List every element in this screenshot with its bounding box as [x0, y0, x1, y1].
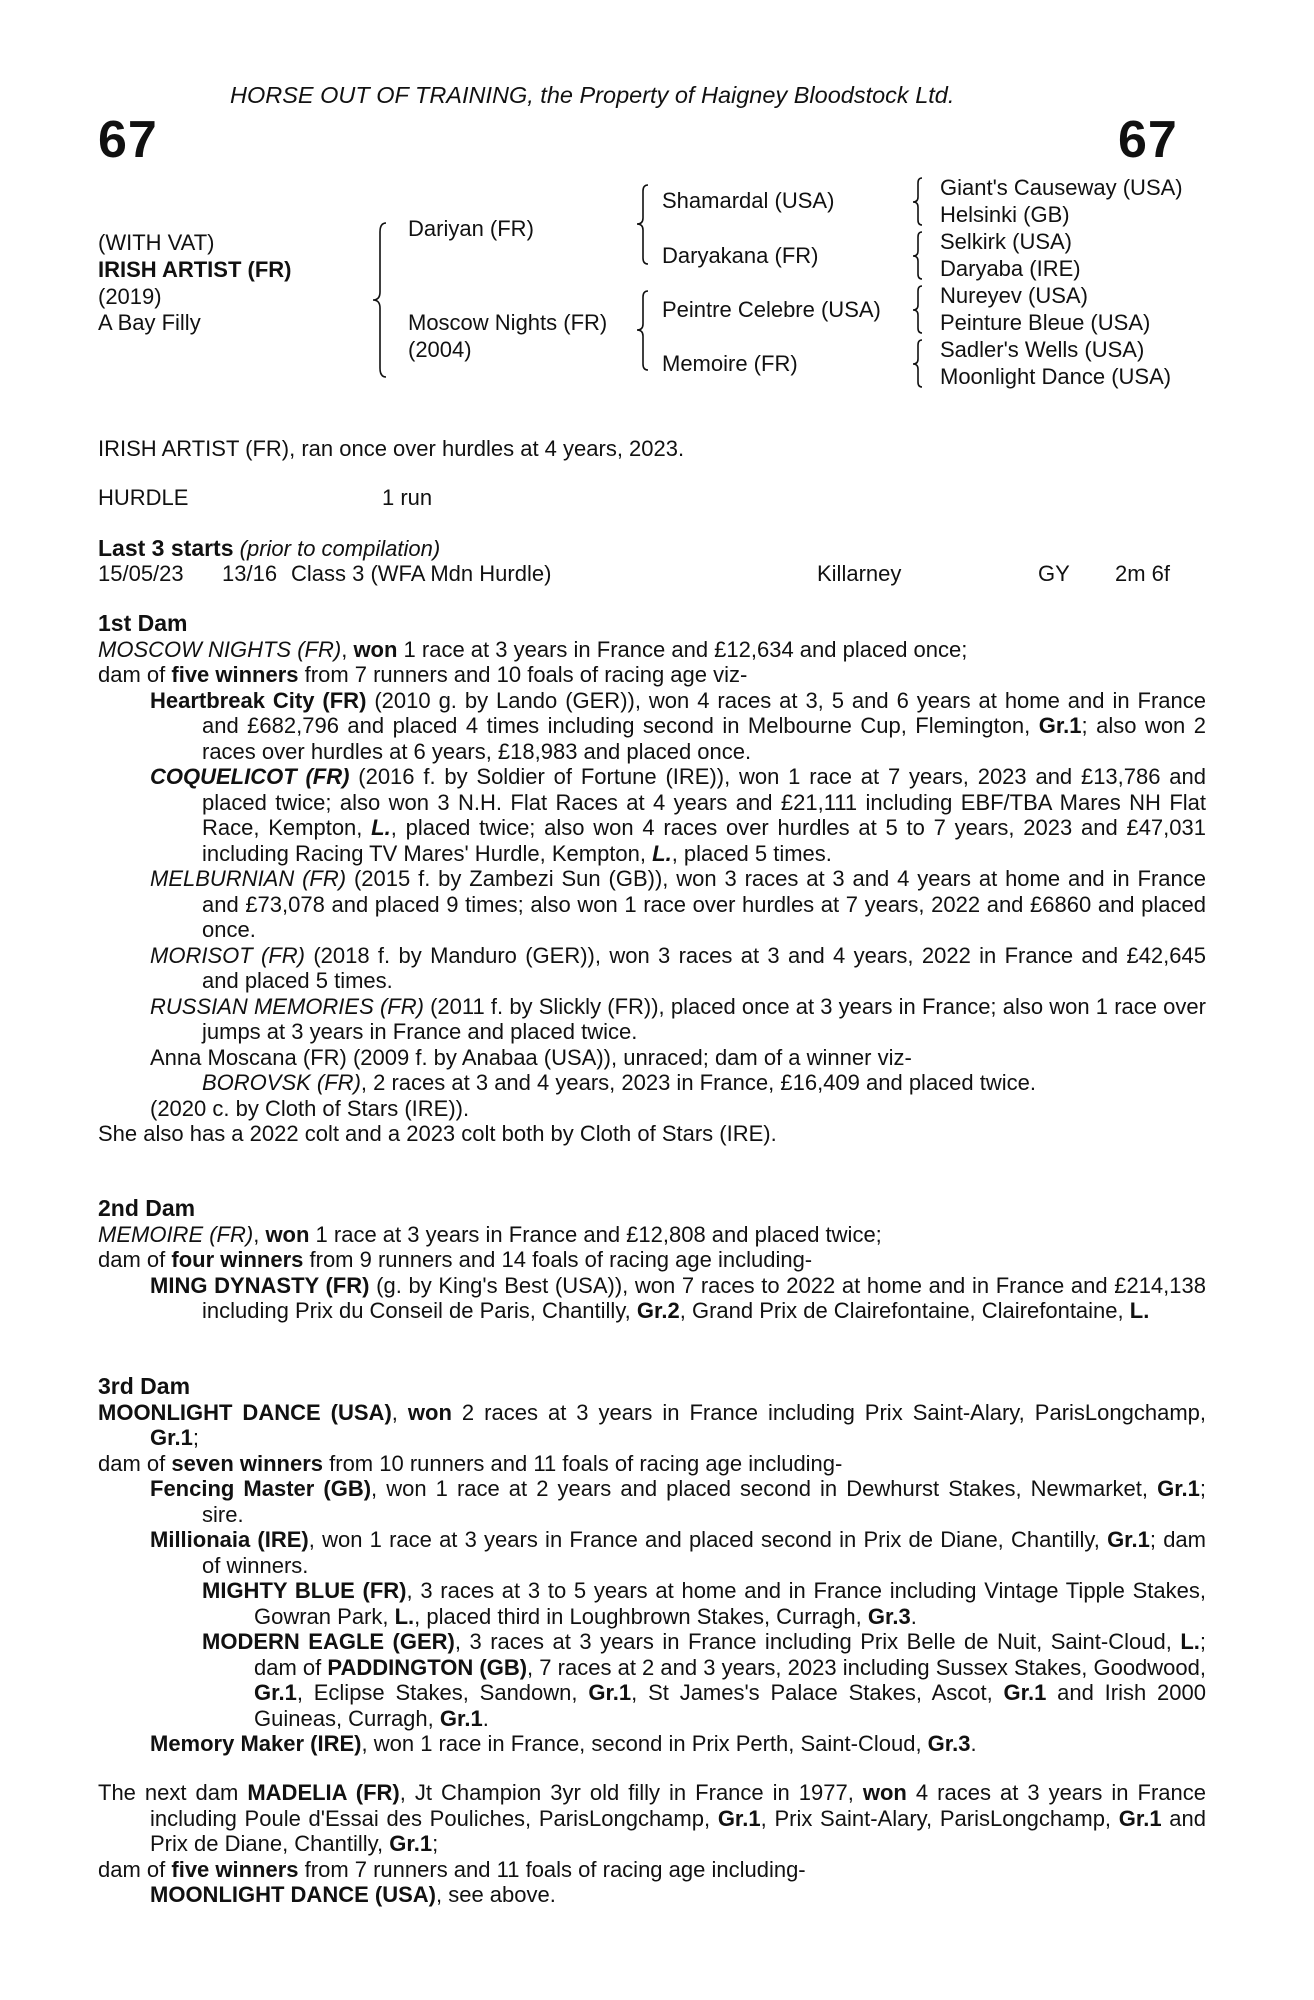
text-span: (2016 f. by Soldier of Fortune (IRE)), won 1 race at 7 years, 2023 and £13,786 and placed twice; also won 3 N.H. Flat Races at 4 years and £21,111 including EBF/TBA Mares NH Flat Race, Kempton,	[202, 764, 1206, 840]
text-span: The next dam	[98, 1780, 248, 1805]
grade-label: Gr.1	[254, 1680, 297, 1705]
text-span: dam of	[98, 1856, 172, 1882]
dam-name-ref: MEMOIRE (FR)	[98, 1221, 254, 1247]
grade-label: Gr.1	[717, 1805, 761, 1831]
grade-label: Gr.1	[588, 1680, 632, 1705]
grade-label: Gr.1	[1003, 1680, 1047, 1705]
text-span: ; also won 2 races over hurdles at 6 years, £18,983 and placed once.	[202, 713, 1206, 764]
text-span: , 3 races at 3 to 5 years at home and in France including Vintage Tipple Stakes, Gowran Park,	[254, 1578, 1207, 1629]
dam-name: Moscow Nights (FR)	[408, 310, 608, 335]
dam-name-ref: MOSCOW NIGHTS (FR)	[98, 636, 342, 662]
text-span: (g. by King's Best (USA)), won 7 races to 2022 at home and in France and £214,138 including Prix du Conseil de Paris, Chantilly,	[202, 1272, 1206, 1323]
text-span: , see above.	[435, 1882, 556, 1907]
dam-name-ref: MADELIA (FR)	[247, 1780, 400, 1805]
produce-entry	[150, 1476, 1206, 1527]
text-span: , 7 races at 2 and 3 years, 2023 including Sussex Stakes, Goodwood,	[527, 1654, 1206, 1680]
race-summary: IRISH ARTIST (FR), ran once over hurdles at 4 years, 2023.	[98, 436, 685, 461]
produce-entry	[150, 1731, 1206, 1757]
grade-label: Gr.1	[439, 1705, 483, 1731]
grade-label: Gr.3	[867, 1603, 911, 1629]
text-span: , Eclipse Stakes, Sandown,	[296, 1680, 589, 1705]
grade-label: L.	[1129, 1298, 1150, 1323]
text-span: from 9 runners and 14 foals of racing age including-	[303, 1247, 813, 1272]
second-dam-produce-line	[98, 1247, 1206, 1273]
text-span: , won 1 race in France, second in Prix Perth, Saint-Cloud,	[361, 1731, 928, 1756]
second-dam-line	[98, 1222, 1206, 1248]
start-date: 15/05/23	[98, 561, 184, 586]
text-span: ,	[391, 1399, 408, 1425]
produce-name: Heartbreak City (FR)	[150, 687, 367, 713]
text-span: (2010 g. by Lando (GER)), won 4 races at 3, 5 and 6 years at home and in France and £682,796 and placed 4 times including second in Melbourne Cup, Flemington,	[202, 687, 1207, 738]
text-span: ,	[341, 636, 354, 662]
second-dam-heading: 2nd Dam	[98, 1195, 196, 1221]
produce-name: MELBURNIAN (FR)	[150, 866, 347, 891]
next-dam-line	[98, 1780, 1206, 1857]
text-span: (2018 f. by Manduro (GER)), won 3 races at 3 and 4 years, 2022 in France and £42,645 and placed 5 times.	[202, 942, 1206, 993]
sire-dam: Daryakana (FR)	[662, 243, 819, 268]
dam-name-ref: MOONLIGHT DANCE (USA)	[98, 1399, 392, 1425]
winners-count: four winners	[171, 1247, 304, 1272]
sire-dam-sire: Selkirk (USA)	[940, 229, 1073, 254]
text-span: and Irish 2000 Guineas, Curragh,	[254, 1680, 1206, 1731]
bracket-parents	[372, 222, 388, 378]
third-dam-line	[98, 1400, 1206, 1451]
produce-name: MORISOT (FR)	[150, 942, 305, 968]
start-race: Class 3 (WFA Mdn Hurdle)	[291, 561, 552, 586]
text-span: , Grand Prix de Clairefontaine, Clairefontaine,	[679, 1298, 1130, 1323]
produce-name: MIGHTY BLUE (FR)	[202, 1578, 407, 1603]
sire-sire-dam: Helsinki (GB)	[940, 202, 1070, 227]
third-dam-produce-line	[98, 1451, 1206, 1477]
third-dam-heading: 3rd Dam	[98, 1373, 191, 1399]
produce-entry	[150, 688, 1206, 765]
produce-name: Memory Maker (IRE)	[150, 1731, 362, 1756]
produce-note: She also has a 2022 colt and a 2023 colt both by Cloth of Stars (IRE).	[98, 1121, 777, 1146]
horse-year: (2019)	[98, 284, 162, 309]
grade-label: Gr.2	[636, 1298, 680, 1323]
produce-name: PADDINGTON (GB)	[327, 1654, 528, 1680]
produce-name: RUSSIAN MEMORIES (FR)	[150, 993, 424, 1019]
text-span: , placed twice; also won 4 races over hurdles at 5 to 7 years, 2023 and £47,031 including Racing TV Mares' Hurdle, Kempton,	[202, 815, 1206, 866]
dam-year: (2004)	[408, 337, 472, 362]
bracket-sd	[912, 231, 924, 281]
produce-entry: Anna Moscana (FR) (2009 f. by Anabaa (USA)), unraced; dam of a winner viz-	[150, 1044, 912, 1070]
start-course: Killarney	[817, 561, 902, 586]
won-label: won	[265, 1221, 310, 1247]
text-span: , placed 5 times.	[671, 840, 832, 866]
dam-sire: Peintre Celebre (USA)	[662, 297, 881, 322]
produce-entry	[150, 1273, 1206, 1324]
text-span: dam of	[98, 1247, 172, 1272]
sire-name: Dariyan (FR)	[408, 216, 534, 241]
third-dam-section	[98, 1374, 1206, 1757]
text-span: ;	[192, 1425, 199, 1450]
bracket-dam	[636, 290, 650, 372]
dam-sire-dam: Peinture Bleue (USA)	[940, 310, 1151, 335]
start-going: GY	[1038, 561, 1070, 586]
text-span: (2011 f. by Slickly (FR)), placed once at 3 years in France; also won 1 race over jumps at 3 years in France and placed twice.	[202, 993, 1206, 1044]
won-label: won	[407, 1399, 452, 1425]
record-value: 1 run	[382, 485, 433, 510]
produce-entry	[150, 943, 1206, 994]
produce-entry	[150, 1527, 1206, 1578]
winners-count: five winners	[171, 662, 299, 687]
produce-entry	[150, 866, 1206, 943]
lot-number-left: 67	[98, 111, 158, 169]
text-span: , 2 races at 3 and 4 years, 2023 in France, £16,409 and placed twice.	[360, 1070, 1036, 1095]
produce-entry	[150, 764, 1206, 866]
produce-name: Fencing Master (GB)	[150, 1476, 372, 1501]
text-span: ; sire.	[202, 1476, 1207, 1527]
dam-sire-sire: Nureyev (USA)	[940, 283, 1088, 308]
text-span: 1 race at 3 years in France and £12,634 and placed once;	[397, 636, 968, 662]
text-span: , St James's Palace Stakes, Ascot,	[631, 1680, 1004, 1705]
grade-label: L.	[371, 815, 391, 840]
sire-dam-dam: Daryaba (IRE)	[940, 256, 1081, 281]
text-span: .	[970, 1731, 977, 1756]
dam-dam-sire: Sadler's Wells (USA)	[940, 337, 1145, 362]
bracket-ss	[912, 177, 924, 227]
start-distance: 2m 6f	[1115, 561, 1171, 586]
next-dam-section	[98, 1780, 1206, 1908]
grade-label: Gr.1	[1038, 713, 1082, 738]
produce-name: Millionaia (IRE)	[150, 1527, 309, 1552]
grade-label: L.	[652, 840, 672, 866]
page-header-title: HORSE OUT OF TRAINING, the Property of Haigney Bloodstock Ltd.	[230, 82, 955, 108]
text-span: from 10 runners and 11 foals of racing age including-	[323, 1450, 843, 1476]
text-span: dam of	[98, 1450, 172, 1476]
first-dam-section	[98, 611, 1206, 1147]
text-span: and Prix de Diane, Chantilly,	[150, 1805, 1206, 1856]
next-dam-produce-line	[98, 1857, 1206, 1883]
produce-entry	[150, 1882, 1206, 1908]
vat-note: (WITH VAT)	[98, 230, 215, 255]
grand-produce-entry	[202, 1629, 1206, 1731]
dam-dam-dam: Moonlight Dance (USA)	[940, 364, 1172, 389]
text-span: , won 1 race at 3 years in France and placed second in Prix de Diane, Chantilly,	[308, 1527, 1108, 1552]
text-span: ; dam of winners.	[202, 1527, 1206, 1578]
last-starts-heading	[98, 535, 440, 562]
start-position: 13/16	[222, 561, 278, 586]
winners-count: seven winners	[171, 1450, 324, 1476]
text-span: 2 races at 3 years in France including Prix Saint-Alary, ParisLongchamp,	[451, 1399, 1206, 1425]
record-label: HURDLE	[98, 485, 189, 510]
bracket-sire	[636, 184, 650, 266]
first-dam-line	[98, 637, 1206, 663]
dam-dam: Memoire (FR)	[662, 351, 798, 376]
produce-entry: (2020 c. by Cloth of Stars (IRE)).	[150, 1095, 470, 1121]
winners-count: five winners	[171, 1856, 299, 1882]
produce-name: MODERN EAGLE (GER)	[202, 1629, 455, 1654]
sire-sire: Shamardal (USA)	[662, 188, 835, 213]
text-span: ; dam of	[254, 1629, 1206, 1680]
bracket-dd	[912, 339, 924, 389]
text-span: 4 races at 3 years in France including Poule d'Essai des Pouliches, ParisLongchamp,	[150, 1780, 1206, 1831]
grade-label: Gr.1	[1118, 1805, 1162, 1831]
lot-number-right: 67	[1118, 111, 1178, 169]
text-span: .	[482, 1705, 489, 1731]
grand-produce-entry	[202, 1070, 1206, 1096]
horse-description: A Bay Filly	[98, 310, 201, 335]
last-starts-title: Last 3 starts	[98, 535, 234, 561]
produce-name: COQUELICOT (FR)	[150, 764, 350, 789]
grade-label: Gr.3	[927, 1731, 971, 1756]
grade-label: Gr.1	[1107, 1527, 1150, 1552]
first-dam-heading: 1st Dam	[98, 610, 188, 636]
text-span: , placed third in Loughbrown Stakes, Curragh,	[414, 1603, 868, 1629]
text-span: dam of	[98, 662, 172, 687]
grade-label: Gr.1	[1157, 1476, 1200, 1501]
last-starts-subtitle: (prior to compilation)	[239, 536, 441, 561]
grand-produce-entry	[202, 1578, 1206, 1629]
text-span: from 7 runners and 11 foals of racing age including-	[298, 1856, 806, 1882]
produce-name: MING DYNASTY (FR)	[150, 1272, 370, 1298]
produce-name: BOROVSK (FR)	[202, 1070, 361, 1095]
text-span: 1 race at 3 years in France and £12,808 and placed twice;	[309, 1221, 882, 1247]
horse-name: IRISH ARTIST (FR)	[98, 257, 292, 282]
grade-label: Gr.1	[389, 1831, 433, 1856]
text-span: from 7 runners and 10 foals of racing age viz-	[298, 662, 748, 687]
text-span: , Jt Champion 3yr old filly in France in 1977,	[399, 1780, 863, 1805]
first-dam-produce-line	[98, 662, 1206, 688]
sire-sire-sire: Giant's Causeway (USA)	[940, 175, 1183, 200]
grade-label: L.	[394, 1603, 415, 1629]
grade-label: Gr.1	[150, 1425, 193, 1450]
bracket-ds	[912, 285, 924, 335]
produce-name: MOONLIGHT DANCE (USA)	[150, 1882, 436, 1907]
won-label: won	[353, 636, 398, 662]
text-span: , won 1 race at 2 years and placed second in Dewhurst Stakes, Newmarket,	[371, 1476, 1158, 1501]
text-span: ,	[253, 1221, 266, 1247]
produce-entry	[150, 994, 1206, 1045]
text-span: , Prix Saint-Alary, ParisLongchamp,	[760, 1805, 1119, 1831]
second-dam-section	[98, 1196, 1206, 1324]
grade-label: L.	[1180, 1629, 1200, 1654]
text-span: ;	[432, 1831, 439, 1856]
won-label: won	[862, 1780, 907, 1805]
text-span: (2015 f. by Zambezi Sun (GB)), won 3 races at 3 and 4 years at home and in France and £73,078 and placed 9 times; also won 1 race over hurdles at 7 years, 2022 and £6860 and placed once.	[202, 866, 1206, 942]
text-span: .	[910, 1603, 917, 1629]
text-span: , 3 races at 3 years in France including Prix Belle de Nuit, Saint-Cloud,	[454, 1629, 1181, 1654]
